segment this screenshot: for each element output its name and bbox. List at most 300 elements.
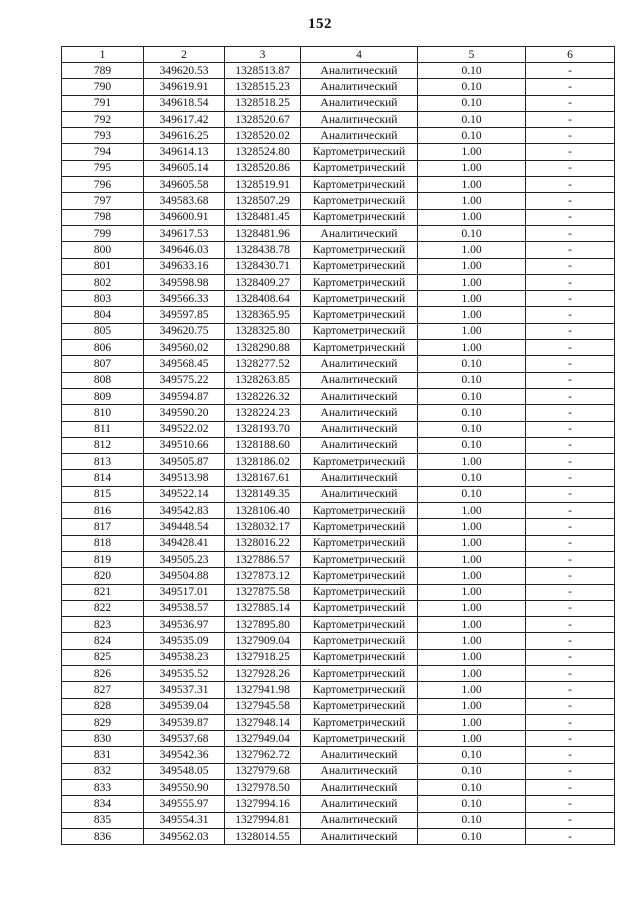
- point-number-cell: 818: [62, 535, 144, 551]
- table-row: [62, 209, 615, 225]
- note-cell: -: [526, 454, 615, 470]
- point-number-cell: 800: [62, 242, 144, 258]
- accuracy-cell: 1.00: [418, 291, 526, 307]
- accuracy-cell: 1.00: [418, 503, 526, 519]
- note-cell: -: [526, 209, 615, 225]
- point-number-cell: 815: [62, 486, 144, 502]
- method-cell: Аналитический: [301, 437, 418, 453]
- accuracy-cell: 0.10: [418, 812, 526, 828]
- accuracy-cell: 0.10: [418, 111, 526, 127]
- note-cell: -: [526, 388, 615, 404]
- method-cell: Аналитический: [301, 388, 418, 404]
- note-cell: -: [526, 79, 615, 95]
- method-cell: Картометрический: [301, 682, 418, 698]
- table-row: [62, 421, 615, 437]
- table-row: [62, 568, 615, 584]
- table-row: [62, 519, 615, 535]
- point-number-cell: 790: [62, 79, 144, 95]
- column-header-3: 3: [225, 47, 301, 63]
- point-number-cell: 803: [62, 291, 144, 307]
- table-header: [62, 47, 615, 63]
- accuracy-cell: 0.10: [418, 356, 526, 372]
- column-header-2: 2: [144, 47, 225, 63]
- accuracy-cell: 0.10: [418, 828, 526, 844]
- table-row: [62, 796, 615, 812]
- point-number-cell: 798: [62, 209, 144, 225]
- y-coordinate-cell: 1328513.87: [225, 63, 301, 79]
- note-cell: -: [526, 372, 615, 388]
- method-cell: Картометрический: [301, 519, 418, 535]
- note-cell: -: [526, 649, 615, 665]
- note-cell: -: [526, 323, 615, 339]
- accuracy-cell: 1.00: [418, 209, 526, 225]
- method-cell: Картометрический: [301, 209, 418, 225]
- accuracy-cell: 1.00: [418, 665, 526, 681]
- point-number-cell: 814: [62, 470, 144, 486]
- x-coordinate-cell: 349590.20: [144, 405, 225, 421]
- table-row: [62, 307, 615, 323]
- note-cell: -: [526, 812, 615, 828]
- note-cell: -: [526, 763, 615, 779]
- table-row: [62, 698, 615, 714]
- point-number-cell: 820: [62, 568, 144, 584]
- note-cell: -: [526, 600, 615, 616]
- column-header-4: 4: [301, 47, 418, 63]
- point-number-cell: 794: [62, 144, 144, 160]
- y-coordinate-cell: 1327979.68: [225, 763, 301, 779]
- note-cell: -: [526, 698, 615, 714]
- table-row: [62, 780, 615, 796]
- point-number-cell: 801: [62, 258, 144, 274]
- note-cell: -: [526, 356, 615, 372]
- y-coordinate-cell: 1328167.61: [225, 470, 301, 486]
- table-row: [62, 437, 615, 453]
- point-number-cell: 806: [62, 340, 144, 356]
- accuracy-cell: 1.00: [418, 551, 526, 567]
- x-coordinate-cell: 349562.03: [144, 828, 225, 844]
- point-number-cell: 821: [62, 584, 144, 600]
- point-number-cell: 792: [62, 111, 144, 127]
- method-cell: Картометрический: [301, 193, 418, 209]
- accuracy-cell: 1.00: [418, 258, 526, 274]
- accuracy-cell: 1.00: [418, 274, 526, 290]
- note-cell: -: [526, 633, 615, 649]
- table-row: [62, 323, 615, 339]
- accuracy-cell: 0.10: [418, 780, 526, 796]
- accuracy-cell: 1.00: [418, 633, 526, 649]
- y-coordinate-cell: 1327948.14: [225, 714, 301, 730]
- accuracy-cell: 0.10: [418, 388, 526, 404]
- y-coordinate-cell: 1327994.81: [225, 812, 301, 828]
- y-coordinate-cell: 1327978.50: [225, 780, 301, 796]
- accuracy-cell: 1.00: [418, 600, 526, 616]
- y-coordinate-cell: 1327909.04: [225, 633, 301, 649]
- y-coordinate-cell: 1328193.70: [225, 421, 301, 437]
- x-coordinate-cell: 349600.91: [144, 209, 225, 225]
- accuracy-cell: 0.10: [418, 79, 526, 95]
- method-cell: Картометрический: [301, 144, 418, 160]
- y-coordinate-cell: 1327875.58: [225, 584, 301, 600]
- point-number-cell: 799: [62, 225, 144, 241]
- accuracy-cell: 1.00: [418, 535, 526, 551]
- x-coordinate-cell: 349560.02: [144, 340, 225, 356]
- accuracy-cell: 0.10: [418, 421, 526, 437]
- x-coordinate-cell: 349620.53: [144, 63, 225, 79]
- table-row: [62, 486, 615, 502]
- x-coordinate-cell: 349522.02: [144, 421, 225, 437]
- note-cell: -: [526, 747, 615, 763]
- note-cell: -: [526, 828, 615, 844]
- accuracy-cell: 0.10: [418, 405, 526, 421]
- note-cell: -: [526, 258, 615, 274]
- y-coordinate-cell: 1328186.02: [225, 454, 301, 470]
- accuracy-cell: 0.10: [418, 372, 526, 388]
- point-number-cell: 811: [62, 421, 144, 437]
- method-cell: Картометрический: [301, 731, 418, 747]
- note-cell: -: [526, 421, 615, 437]
- method-cell: Аналитический: [301, 111, 418, 127]
- accuracy-cell: 1.00: [418, 160, 526, 176]
- method-cell: Аналитический: [301, 405, 418, 421]
- point-number-cell: 804: [62, 307, 144, 323]
- accuracy-cell: 0.10: [418, 95, 526, 111]
- point-number-cell: 797: [62, 193, 144, 209]
- accuracy-cell: 1.00: [418, 519, 526, 535]
- y-coordinate-cell: 1328224.23: [225, 405, 301, 421]
- method-cell: Картометрический: [301, 535, 418, 551]
- table-row: [62, 405, 615, 421]
- method-cell: Аналитический: [301, 780, 418, 796]
- note-cell: -: [526, 780, 615, 796]
- accuracy-cell: 1.00: [418, 731, 526, 747]
- note-cell: -: [526, 470, 615, 486]
- x-coordinate-cell: 349538.23: [144, 649, 225, 665]
- accuracy-cell: 1.00: [418, 617, 526, 633]
- point-number-cell: 813: [62, 454, 144, 470]
- accuracy-cell: 0.10: [418, 470, 526, 486]
- note-cell: -: [526, 568, 615, 584]
- method-cell: Картометрический: [301, 617, 418, 633]
- y-coordinate-cell: 1327941.98: [225, 682, 301, 698]
- y-coordinate-cell: 1327949.04: [225, 731, 301, 747]
- method-cell: Картометрический: [301, 649, 418, 665]
- table-row: [62, 828, 615, 844]
- method-cell: Картометрический: [301, 584, 418, 600]
- method-cell: Картометрический: [301, 698, 418, 714]
- point-number-cell: 805: [62, 323, 144, 339]
- y-coordinate-cell: 1327886.57: [225, 551, 301, 567]
- table-row: [62, 454, 615, 470]
- method-cell: Картометрический: [301, 242, 418, 258]
- method-cell: Картометрический: [301, 568, 418, 584]
- y-coordinate-cell: 1328106.40: [225, 503, 301, 519]
- table-row: [62, 128, 615, 144]
- y-coordinate-cell: 1328520.67: [225, 111, 301, 127]
- y-coordinate-cell: 1328408.64: [225, 291, 301, 307]
- y-coordinate-cell: 1328438.78: [225, 242, 301, 258]
- method-cell: Аналитический: [301, 828, 418, 844]
- table-row: [62, 682, 615, 698]
- table-row: [62, 144, 615, 160]
- method-cell: Картометрический: [301, 600, 418, 616]
- x-coordinate-cell: 349633.16: [144, 258, 225, 274]
- point-number-cell: 823: [62, 617, 144, 633]
- point-number-cell: 796: [62, 177, 144, 193]
- y-coordinate-cell: 1328263.85: [225, 372, 301, 388]
- accuracy-cell: 1.00: [418, 649, 526, 665]
- accuracy-cell: 0.10: [418, 486, 526, 502]
- point-number-cell: 808: [62, 372, 144, 388]
- note-cell: -: [526, 128, 615, 144]
- table-row: [62, 731, 615, 747]
- method-cell: Аналитический: [301, 421, 418, 437]
- y-coordinate-cell: 1327895.80: [225, 617, 301, 633]
- note-cell: -: [526, 682, 615, 698]
- table-row: [62, 763, 615, 779]
- note-cell: -: [526, 535, 615, 551]
- method-cell: Картометрический: [301, 340, 418, 356]
- method-cell: Картометрический: [301, 633, 418, 649]
- accuracy-cell: 1.00: [418, 242, 526, 258]
- method-cell: Аналитический: [301, 372, 418, 388]
- x-coordinate-cell: 349535.09: [144, 633, 225, 649]
- point-number-cell: 802: [62, 274, 144, 290]
- y-coordinate-cell: 1328277.52: [225, 356, 301, 372]
- table-row: [62, 225, 615, 241]
- method-cell: Аналитический: [301, 225, 418, 241]
- note-cell: -: [526, 63, 615, 79]
- y-coordinate-cell: 1327873.12: [225, 568, 301, 584]
- y-coordinate-cell: 1327885.14: [225, 600, 301, 616]
- point-number-cell: 819: [62, 551, 144, 567]
- table-row: [62, 649, 615, 665]
- point-number-cell: 817: [62, 519, 144, 535]
- method-cell: Аналитический: [301, 63, 418, 79]
- x-coordinate-cell: 349575.22: [144, 372, 225, 388]
- accuracy-cell: 1.00: [418, 698, 526, 714]
- note-cell: -: [526, 551, 615, 567]
- note-cell: -: [526, 617, 615, 633]
- point-number-cell: 824: [62, 633, 144, 649]
- method-cell: Аналитический: [301, 356, 418, 372]
- note-cell: -: [526, 225, 615, 241]
- point-number-cell: 791: [62, 95, 144, 111]
- x-coordinate-cell: 349538.57: [144, 600, 225, 616]
- method-cell: Картометрический: [301, 274, 418, 290]
- table-row: [62, 633, 615, 649]
- y-coordinate-cell: 1328507.29: [225, 193, 301, 209]
- table-row: [62, 551, 615, 567]
- point-number-cell: 812: [62, 437, 144, 453]
- note-cell: -: [526, 307, 615, 323]
- point-number-cell: 836: [62, 828, 144, 844]
- table-row: [62, 242, 615, 258]
- x-coordinate-cell: 349597.85: [144, 307, 225, 323]
- table-row: [62, 747, 615, 763]
- point-number-cell: 810: [62, 405, 144, 421]
- table-row: [62, 95, 615, 111]
- table-row: [62, 111, 615, 127]
- method-cell: Аналитический: [301, 128, 418, 144]
- table-row: [62, 193, 615, 209]
- method-cell: Картометрический: [301, 177, 418, 193]
- y-coordinate-cell: 1328325.80: [225, 323, 301, 339]
- accuracy-cell: 0.10: [418, 128, 526, 144]
- point-number-cell: 825: [62, 649, 144, 665]
- note-cell: -: [526, 437, 615, 453]
- y-coordinate-cell: 1328409.27: [225, 274, 301, 290]
- accuracy-cell: 0.10: [418, 796, 526, 812]
- point-number-cell: 832: [62, 763, 144, 779]
- method-cell: Картометрический: [301, 291, 418, 307]
- note-cell: -: [526, 274, 615, 290]
- y-coordinate-cell: 1327945.58: [225, 698, 301, 714]
- accuracy-cell: 1.00: [418, 340, 526, 356]
- x-coordinate-cell: 349428.41: [144, 535, 225, 551]
- method-cell: Аналитический: [301, 763, 418, 779]
- table-row: [62, 714, 615, 730]
- y-coordinate-cell: 1328519.91: [225, 177, 301, 193]
- x-coordinate-cell: 349605.14: [144, 160, 225, 176]
- y-coordinate-cell: 1328032.17: [225, 519, 301, 535]
- x-coordinate-cell: 349448.54: [144, 519, 225, 535]
- y-coordinate-cell: 1328365.95: [225, 307, 301, 323]
- note-cell: -: [526, 177, 615, 193]
- note-cell: -: [526, 405, 615, 421]
- point-number-cell: 807: [62, 356, 144, 372]
- x-coordinate-cell: 349620.75: [144, 323, 225, 339]
- point-number-cell: 835: [62, 812, 144, 828]
- y-coordinate-cell: 1328520.02: [225, 128, 301, 144]
- x-coordinate-cell: 349522.14: [144, 486, 225, 502]
- x-coordinate-cell: 349554.31: [144, 812, 225, 828]
- x-coordinate-cell: 349617.53: [144, 225, 225, 241]
- method-cell: Аналитический: [301, 796, 418, 812]
- method-cell: Картометрический: [301, 503, 418, 519]
- method-cell: Картометрический: [301, 323, 418, 339]
- table-row: [62, 584, 615, 600]
- method-cell: Аналитический: [301, 470, 418, 486]
- method-cell: Картометрический: [301, 714, 418, 730]
- point-number-cell: 822: [62, 600, 144, 616]
- method-cell: Аналитический: [301, 812, 418, 828]
- note-cell: -: [526, 796, 615, 812]
- accuracy-cell: 1.00: [418, 454, 526, 470]
- accuracy-cell: 1.00: [418, 307, 526, 323]
- note-cell: -: [526, 714, 615, 730]
- point-number-cell: 809: [62, 388, 144, 404]
- method-cell: Картометрический: [301, 307, 418, 323]
- table-row: [62, 503, 615, 519]
- table-row: [62, 617, 615, 633]
- table-row: [62, 63, 615, 79]
- x-coordinate-cell: 349555.97: [144, 796, 225, 812]
- note-cell: -: [526, 340, 615, 356]
- accuracy-cell: 1.00: [418, 568, 526, 584]
- accuracy-cell: 0.10: [418, 225, 526, 241]
- note-cell: -: [526, 731, 615, 747]
- table-row: [62, 177, 615, 193]
- table-row: [62, 274, 615, 290]
- point-number-cell: 826: [62, 665, 144, 681]
- x-coordinate-cell: 349535.52: [144, 665, 225, 681]
- coordinates-table: [61, 46, 615, 845]
- accuracy-cell: 1.00: [418, 323, 526, 339]
- point-number-cell: 828: [62, 698, 144, 714]
- point-number-cell: 834: [62, 796, 144, 812]
- y-coordinate-cell: 1328014.55: [225, 828, 301, 844]
- method-cell: Картометрический: [301, 258, 418, 274]
- accuracy-cell: 1.00: [418, 682, 526, 698]
- x-coordinate-cell: 349646.03: [144, 242, 225, 258]
- note-cell: -: [526, 95, 615, 111]
- point-number-cell: 833: [62, 780, 144, 796]
- point-number-cell: 795: [62, 160, 144, 176]
- y-coordinate-cell: 1328518.25: [225, 95, 301, 111]
- accuracy-cell: 1.00: [418, 584, 526, 600]
- x-coordinate-cell: 349566.33: [144, 291, 225, 307]
- accuracy-cell: 0.10: [418, 63, 526, 79]
- page-number: 152: [308, 16, 332, 32]
- y-coordinate-cell: 1328290.88: [225, 340, 301, 356]
- note-cell: -: [526, 503, 615, 519]
- accuracy-cell: 0.10: [418, 437, 526, 453]
- point-number-cell: 789: [62, 63, 144, 79]
- x-coordinate-cell: 349505.87: [144, 454, 225, 470]
- accuracy-cell: 0.10: [418, 763, 526, 779]
- x-coordinate-cell: 349539.87: [144, 714, 225, 730]
- table-row: [62, 388, 615, 404]
- note-cell: -: [526, 291, 615, 307]
- y-coordinate-cell: 1327994.16: [225, 796, 301, 812]
- x-coordinate-cell: 349568.45: [144, 356, 225, 372]
- x-coordinate-cell: 349605.58: [144, 177, 225, 193]
- table-body: [62, 63, 615, 845]
- x-coordinate-cell: 349536.97: [144, 617, 225, 633]
- header-row: [62, 47, 615, 63]
- method-cell: Картометрический: [301, 665, 418, 681]
- x-coordinate-cell: 349510.66: [144, 437, 225, 453]
- note-cell: -: [526, 665, 615, 681]
- table-row: [62, 812, 615, 828]
- table-row: [62, 535, 615, 551]
- x-coordinate-cell: 349505.23: [144, 551, 225, 567]
- x-coordinate-cell: 349616.25: [144, 128, 225, 144]
- y-coordinate-cell: 1328524.80: [225, 144, 301, 160]
- x-coordinate-cell: 349537.68: [144, 731, 225, 747]
- y-coordinate-cell: 1328515.23: [225, 79, 301, 95]
- x-coordinate-cell: 349539.04: [144, 698, 225, 714]
- x-coordinate-cell: 349619.91: [144, 79, 225, 95]
- accuracy-cell: 0.10: [418, 747, 526, 763]
- table-row: [62, 665, 615, 681]
- y-coordinate-cell: 1328481.96: [225, 225, 301, 241]
- x-coordinate-cell: 349617.42: [144, 111, 225, 127]
- table-row: [62, 340, 615, 356]
- method-cell: Аналитический: [301, 95, 418, 111]
- accuracy-cell: 1.00: [418, 193, 526, 209]
- note-cell: -: [526, 160, 615, 176]
- x-coordinate-cell: 349598.98: [144, 274, 225, 290]
- x-coordinate-cell: 349548.05: [144, 763, 225, 779]
- table-row: [62, 356, 615, 372]
- x-coordinate-cell: 349614.13: [144, 144, 225, 160]
- y-coordinate-cell: 1328016.22: [225, 535, 301, 551]
- x-coordinate-cell: 349537.31: [144, 682, 225, 698]
- table-row: [62, 600, 615, 616]
- y-coordinate-cell: 1327928.26: [225, 665, 301, 681]
- point-number-cell: 831: [62, 747, 144, 763]
